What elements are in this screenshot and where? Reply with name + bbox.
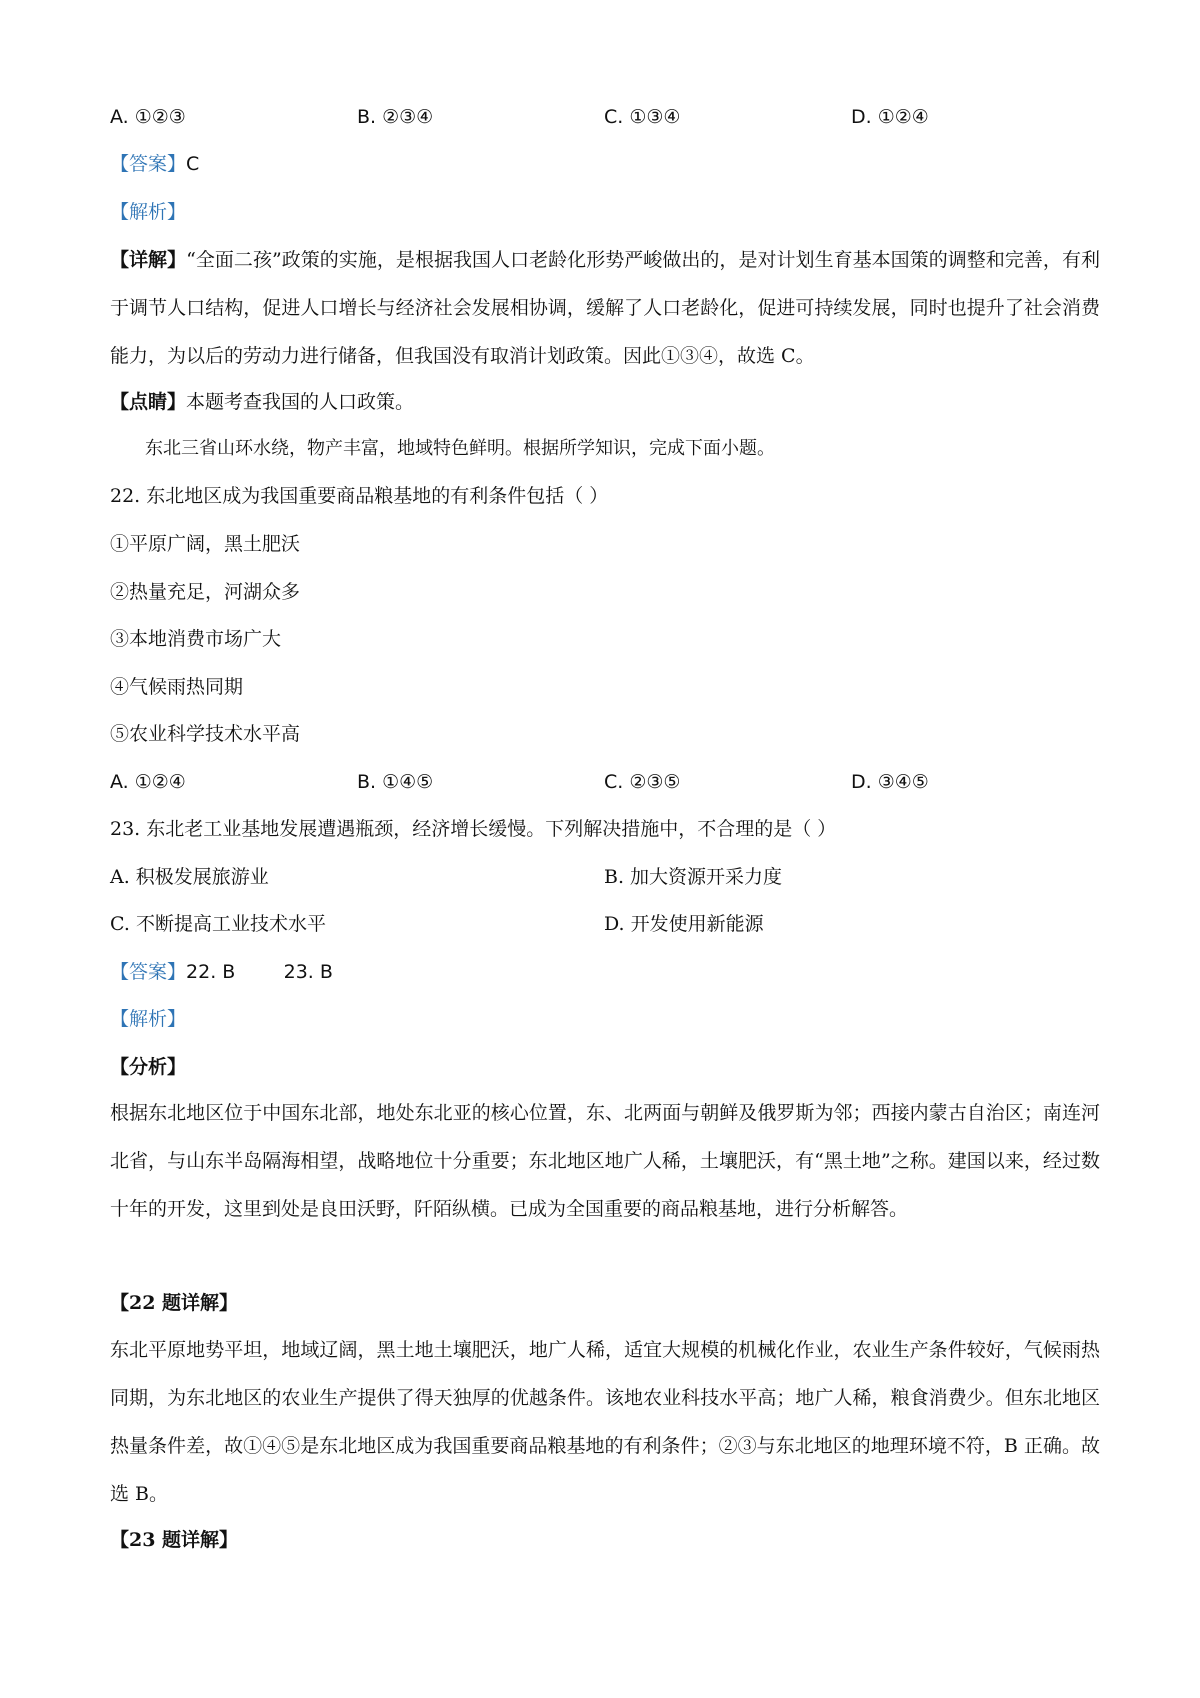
q22-item-4: ④气候雨热同期 xyxy=(110,676,244,698)
q21-analysis-label: 【解析】 xyxy=(110,201,187,223)
q22-23-analysis-label: 【解析】 xyxy=(110,1008,187,1030)
fenxi-text: 根据东北地区位于中国东北部，地处东北亚的核心位置，东、北两面与朝鲜及俄罗斯为邻；西接内蒙古自治区；南连河北省，与山东半岛隔海相望，战略地位十分重要；东北地区地广人稀，土壤肥沃，有“黑土地”之称。建国以来，经过数十年的开发，这里到处是良田沃野，阡陌纵横。已成为全国重要的商品粮基地，进行分析解答。 xyxy=(110,1102,1100,1220)
answer-label: 【答案】 xyxy=(110,153,187,175)
q23-option-a: A. 积极发展旅游业 xyxy=(110,866,269,888)
answer-value: 22. B 23. B xyxy=(186,961,333,983)
q22-item-5: ⑤农业科学技术水平高 xyxy=(110,723,301,745)
q23-stem: 23. 东北老工业基地发展遭遇瓶颈，经济增长缓慢。下列解决措施中，不合理的是（ ） xyxy=(110,818,837,840)
q21-tip xyxy=(110,389,414,415)
q21-option-a: A. ①②③ xyxy=(110,106,186,128)
answer-label: 【答案】 xyxy=(110,961,187,983)
q22-item-1: ①平原广阔，黑土肥沃 xyxy=(110,533,301,555)
detail-text: “全面二孩”政策的实施，是根据我国人口老龄化形势严峻做出的，是对计划生育基本国策的调整和完善，有利于调节人口结构，促进人口增长与经济社会发展相协调，缓解了人口老龄化，促进可持续发展，同时也提升了社会消费能力，为以后的劳动力进行储备，但我国没有取消计划政策。因此①③④，故选 C。 xyxy=(110,249,1100,367)
q22-option-b: B. ①④⑤ xyxy=(357,771,434,793)
q21-detail xyxy=(110,236,1100,380)
q22-detail-label: 【22 题详解】 xyxy=(110,1292,239,1314)
q22-item-2: ②热量充足，河湖众多 xyxy=(110,581,301,603)
q22-stem: 22. 东北地区成为我国重要商品粮基地的有利条件包括（ ） xyxy=(110,485,609,507)
answer-value: C xyxy=(186,153,200,175)
q22-item-3: ③本地消费市场广大 xyxy=(110,628,282,650)
q21-answer xyxy=(110,151,199,177)
tip-label: 【点睛】 xyxy=(110,391,187,413)
fenxi-label: 【分析】 xyxy=(110,1056,187,1078)
q22-option-a: A. ①②④ xyxy=(110,771,186,793)
q23-option-b: B. 加大资源开采力度 xyxy=(604,866,783,888)
q22-detail-text: 东北平原地势平坦，地域辽阔，黑土地土壤肥沃，地广人稀，适宜大规模的机械化作业，农业生产条件较好，气候雨热同期，为东北地区的农业生产提供了得天独厚的优越条件。该地农业科技水平高；地广人稀，粮食消费少。但东北地区热量条件差，故①④⑤是东北地区成为我国重要商品粮基地的有利条件；②③与东北地区的地理环境不符，B 正确。故选 B。 xyxy=(110,1339,1100,1505)
q21-option-d: D. ①②④ xyxy=(851,106,929,128)
q22-23-answer xyxy=(110,959,333,985)
q22-option-c: C. ②③⑤ xyxy=(604,771,681,793)
q21-option-c: C. ①③④ xyxy=(604,106,681,128)
passage-intro: 东北三省山环水绕，物产丰富，地域特色鲜明。根据所学知识，完成下面小题。 xyxy=(145,438,775,459)
tip-text: 本题考查我国的人口政策。 xyxy=(186,391,415,413)
q22-option-d: D. ③④⑤ xyxy=(851,771,929,793)
q23-option-c: C. 不断提高工业技术水平 xyxy=(110,913,326,935)
detail-label: 【详解】 xyxy=(110,249,187,271)
q23-detail-label: 【23 题详解】 xyxy=(110,1529,239,1551)
q23-option-d: D. 开发使用新能源 xyxy=(604,913,764,935)
q21-option-b: B. ②③④ xyxy=(357,106,434,128)
